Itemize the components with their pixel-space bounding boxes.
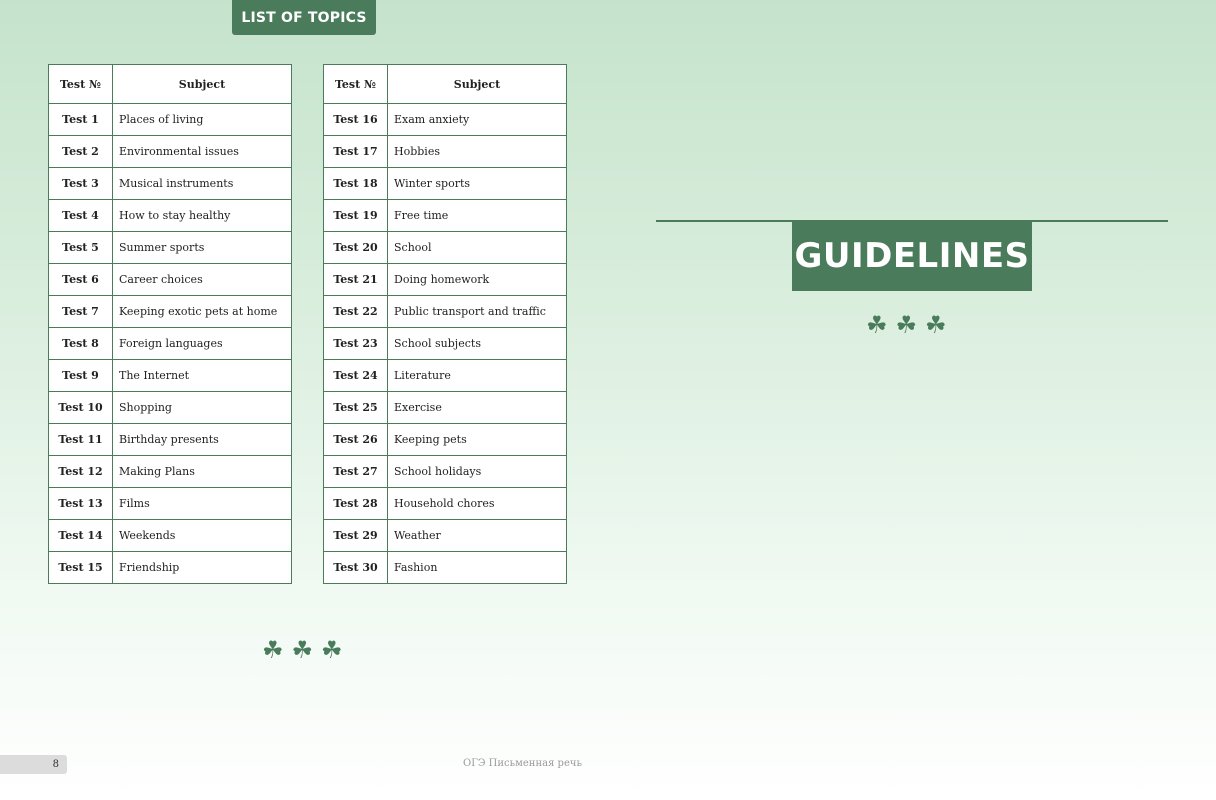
table-row bbox=[324, 104, 567, 136]
subject-cell: How to stay healthy bbox=[113, 200, 292, 232]
test-number-cell: Test 4 bbox=[49, 200, 113, 232]
subject-cell: Making Plans bbox=[113, 456, 292, 488]
table-header-row bbox=[324, 65, 567, 104]
table-row bbox=[49, 424, 292, 456]
subject-cell: Films bbox=[113, 488, 292, 520]
table-row bbox=[324, 232, 567, 264]
test-number-cell: Test 16 bbox=[324, 104, 388, 136]
test-number-cell: Test 9 bbox=[49, 360, 113, 392]
table-row bbox=[49, 168, 292, 200]
test-number-cell: Test 18 bbox=[324, 168, 388, 200]
subject-cell: Keeping exotic pets at home bbox=[113, 296, 292, 328]
table-row bbox=[49, 552, 292, 584]
test-number-cell: Test 7 bbox=[49, 296, 113, 328]
page-number: 8 bbox=[0, 755, 67, 774]
subject-cell: Hobbies bbox=[388, 136, 567, 168]
table-row bbox=[324, 136, 567, 168]
table-row bbox=[324, 392, 567, 424]
table-row bbox=[324, 360, 567, 392]
subject-cell: Household chores bbox=[388, 488, 567, 520]
test-number-cell: Test 10 bbox=[49, 392, 113, 424]
table-row bbox=[49, 328, 292, 360]
test-number-cell: Test 2 bbox=[49, 136, 113, 168]
test-number-cell: Test 30 bbox=[324, 552, 388, 584]
test-number-cell: Test 27 bbox=[324, 456, 388, 488]
subject-cell: School subjects bbox=[388, 328, 567, 360]
test-number-cell: Test 15 bbox=[49, 552, 113, 584]
column-header-subject: Subject bbox=[388, 65, 567, 104]
subject-cell: Keeping pets bbox=[388, 424, 567, 456]
table-row bbox=[324, 328, 567, 360]
test-number-cell: Test 25 bbox=[324, 392, 388, 424]
subject-cell: Birthday presents bbox=[113, 424, 292, 456]
test-number-cell: Test 1 bbox=[49, 104, 113, 136]
test-number-cell: Test 22 bbox=[324, 296, 388, 328]
table-header-row bbox=[49, 65, 292, 104]
list-of-topics-tab: LIST OF TOPICS bbox=[232, 0, 376, 35]
test-number-cell: Test 23 bbox=[324, 328, 388, 360]
table-row bbox=[49, 392, 292, 424]
clover-icon: ☘ bbox=[321, 636, 343, 664]
clover-decoration-left bbox=[262, 638, 343, 662]
subject-cell: School bbox=[388, 232, 567, 264]
test-number-cell: Test 28 bbox=[324, 488, 388, 520]
table-row bbox=[49, 456, 292, 488]
test-number-cell: Test 12 bbox=[49, 456, 113, 488]
table-row bbox=[49, 232, 292, 264]
subject-cell: Musical instruments bbox=[113, 168, 292, 200]
subject-cell: School holidays bbox=[388, 456, 567, 488]
subject-cell: Career choices bbox=[113, 264, 292, 296]
column-header-subject: Subject bbox=[113, 65, 292, 104]
subject-cell: Shopping bbox=[113, 392, 292, 424]
subject-cell: Places of living bbox=[113, 104, 292, 136]
test-number-cell: Test 26 bbox=[324, 424, 388, 456]
table-row bbox=[49, 520, 292, 552]
subject-cell: Environmental issues bbox=[113, 136, 292, 168]
table-row bbox=[324, 168, 567, 200]
table-row bbox=[49, 296, 292, 328]
clover-icon: ☘ bbox=[866, 311, 888, 339]
test-number-cell: Test 17 bbox=[324, 136, 388, 168]
subject-cell: Exam anxiety bbox=[388, 104, 567, 136]
subject-cell: Friendship bbox=[113, 552, 292, 584]
clover-icon: ☘ bbox=[291, 636, 314, 664]
test-number-cell: Test 14 bbox=[49, 520, 113, 552]
column-header-test-number: Test № bbox=[49, 65, 113, 104]
test-number-cell: Test 8 bbox=[49, 328, 113, 360]
table-row bbox=[49, 136, 292, 168]
subject-cell: Summer sports bbox=[113, 232, 292, 264]
subject-cell: Winter sports bbox=[388, 168, 567, 200]
test-number-cell: Test 21 bbox=[324, 264, 388, 296]
test-number-cell: Test 24 bbox=[324, 360, 388, 392]
table-row bbox=[49, 360, 292, 392]
test-number-cell: Test 29 bbox=[324, 520, 388, 552]
subject-cell: Free time bbox=[388, 200, 567, 232]
subject-cell: Fashion bbox=[388, 552, 567, 584]
table-row bbox=[49, 104, 292, 136]
column-header-test-number: Test № bbox=[324, 65, 388, 104]
subject-cell: The Internet bbox=[113, 360, 292, 392]
guidelines-title: GUIDELINES bbox=[792, 221, 1032, 291]
table-row bbox=[324, 200, 567, 232]
subject-cell: Weather bbox=[388, 520, 567, 552]
book-title-footer: ОГЭ Письменная речь bbox=[463, 758, 582, 769]
table-row bbox=[324, 296, 567, 328]
table-row bbox=[49, 488, 292, 520]
clover-icon: ☘ bbox=[925, 311, 947, 339]
test-number-cell: Test 3 bbox=[49, 168, 113, 200]
clover-decoration-right bbox=[866, 313, 947, 337]
subject-cell: Public transport and traffic bbox=[388, 296, 567, 328]
test-number-cell: Test 6 bbox=[49, 264, 113, 296]
subject-cell: Literature bbox=[388, 360, 567, 392]
table-row bbox=[49, 264, 292, 296]
test-number-cell: Test 19 bbox=[324, 200, 388, 232]
topics-table-right bbox=[323, 64, 567, 584]
table-row bbox=[324, 264, 567, 296]
test-number-cell: Test 13 bbox=[49, 488, 113, 520]
subject-cell: Doing homework bbox=[388, 264, 567, 296]
topics-table-left bbox=[48, 64, 292, 584]
clover-icon: ☘ bbox=[262, 636, 284, 664]
test-number-cell: Test 5 bbox=[49, 232, 113, 264]
test-number-cell: Test 20 bbox=[324, 232, 388, 264]
clover-icon: ☘ bbox=[895, 311, 918, 339]
test-number-cell: Test 11 bbox=[49, 424, 113, 456]
table-row bbox=[324, 488, 567, 520]
table-row bbox=[324, 520, 567, 552]
subject-cell: Exercise bbox=[388, 392, 567, 424]
table-row bbox=[324, 424, 567, 456]
subject-cell: Weekends bbox=[113, 520, 292, 552]
table-row bbox=[324, 456, 567, 488]
subject-cell: Foreign languages bbox=[113, 328, 292, 360]
table-row bbox=[324, 552, 567, 584]
table-row bbox=[49, 200, 292, 232]
